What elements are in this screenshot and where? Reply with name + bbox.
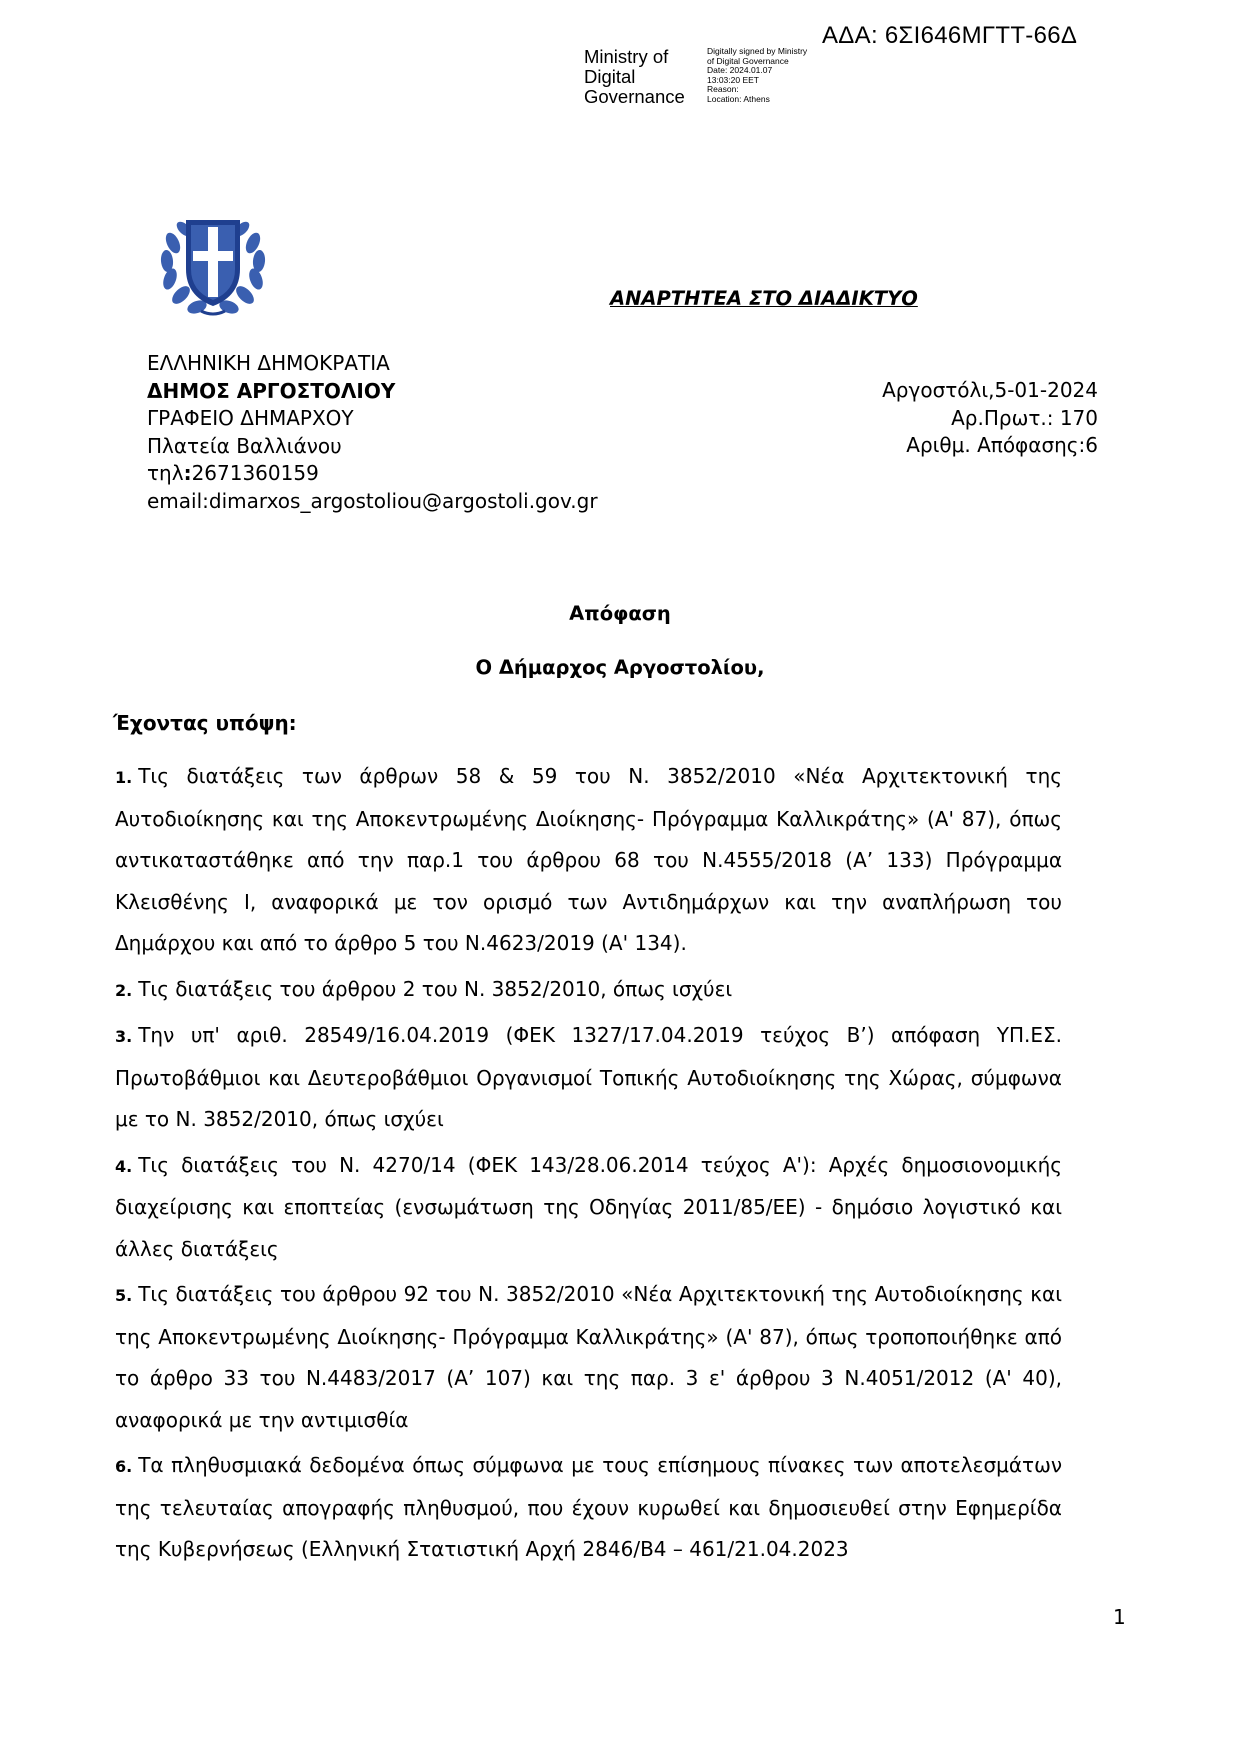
list-item: 5. Τις διατάξεις του άρθρου 92 του Ν. 3852/2010 «Νέα Αρχιτεκτονική της Αυτοδιοίκησης και της Αποκεντρωμένης Διοίκησης- Πρόγραμμα Καλλικράτης» (Α' 87), όπως τροποποιήθηκε από το άρθρο 33 του Ν.4483/2017 (Α’ 107) και της παρ. 3 ε' άρθρου 3 Ν.4051/2012 (Α' 40), αναφορικά με την αντιμισθία [115, 1282, 1062, 1432]
protocol-number: Αρ.Πρωτ.: 170 [951, 405, 1098, 430]
issuer-header [147, 350, 598, 515]
decision-number: Αριθμ. Απόφασης:6 [906, 433, 1098, 457]
list-item: 3. Την υπ' αριθ. 28549/16.04.2019 (ΦΕΚ 1327/17.04.2019 τεύχος Β’) απόφαση ΥΠ.ΕΣ. Πρωτοβάθμιοι και Δευτεροβάθμιοι Οργανισμοί Τοπικής Αυτοδιοίκησης της Χώρας, σύμφωνα με το Ν. 3852/2010, όπως ισχύει [115, 1023, 1062, 1131]
email: email:dimarxos_argostoliou@argostoli.gov.gr [147, 488, 598, 513]
list-item: 4. Τις διατάξεις του Ν. 4270/14 (ΦΕΚ 143/28.06.2014 τεύχος Α'): Αρχές δημοσιονομικής διαχείρισης και εποπτείας (ενσωμάτωση της Οδηγίας 2011/85/ΕΕ) - δημόσιο λογιστικό και άλλες διατάξεις [115, 1152, 1062, 1261]
address: Πλατεία Βαλλιάνου [147, 433, 342, 458]
page-number: 1 [1113, 1605, 1126, 1629]
given-heading: Έχοντας υπόψη: [113, 711, 297, 735]
signature-organization: Ministry of Digital Governance [584, 46, 685, 107]
signature-line: Digitally signed by Ministry [707, 46, 808, 56]
signature-line: Reason: [707, 84, 739, 95]
republic-label: ΕΛΛΗΝΙΚΗ ΔΗΜΟΚΡΑΤΙΑ [147, 351, 390, 375]
signature-line: of Digital Governance [707, 55, 789, 66]
list-item: 1. Τις διατάξεις των άρθρων 58 & 59 του Ν. 3852/2010 «Νέα Αρχιτεκτονική της Αυτοδιοίκησης και της Αποκεντρωμένης Διοίκησης- Πρόγραμμα Καλλικράτης» (Α' 87), όπως αντικαταστάθηκε από την παρ.1 του άρθρου 68 του Ν.4555/2018 (Α’ 133) Πρόγραμμα Κλεισθένης Ι, αναφορικά με τον ορισμό των Αντιδημάρχων και την αναπλήρωση του Δημάρχου και από το άρθρο 5 του Ν.4623/2019 (Α' 134). [115, 764, 1062, 955]
ada-code: ΑΔΑ: 6ΣΙ646ΜΓΤΤ-66Δ [822, 22, 1078, 49]
signature-line: 13:03:20 EET [707, 74, 759, 85]
place-date: Αργοστόλι,5-01-2024 [882, 378, 1098, 402]
document-meta [882, 377, 1098, 460]
list-item: 6. Τα πληθυσμιακά δεδομένα όπως σύμφωνα με τους επίσημους πίνακες των αποτελεσμάτων της τελευταίας απογραφής πληθυσμού, που έχουν κυρωθεί και δημοσιευθεί στην Εφημερίδα της Κυβερνήσεως (Ελληνική Στατιστική Αρχή 2846/Β4 – 461/21.04.2023 [115, 1453, 1062, 1561]
signature-line: Date: 2024.01.07 [707, 65, 773, 76]
greek-coat-of-arms-icon [157, 207, 269, 321]
municipality-name: ΔΗΜΟΣ ΑΡΓΟΣΤΟΛΙΟΥ [147, 378, 396, 403]
signature-line: Location: Athens [707, 93, 770, 104]
phone: τηλ:2671360159 [147, 461, 319, 485]
office-name: ΓΡΑΦΕΙΟ ΔΗΜΑΡΧΟΥ [147, 406, 354, 430]
considerations-list [115, 756, 1062, 1575]
posting-notice: ΑΝΑΡΤΗΤΕΑ ΣΤΟ ΔΙΑΔΙΚΤΥΟ [610, 287, 918, 310]
document-title: Απόφαση [569, 602, 671, 625]
signature-details [707, 47, 837, 105]
list-item: 2. Τις διατάξεις του άρθρου 2 του Ν. 3852/2010, όπως ισχύει [115, 976, 733, 1001]
document-subtitle: Ο Δήμαρχος Αργοστολίου, [475, 656, 765, 679]
